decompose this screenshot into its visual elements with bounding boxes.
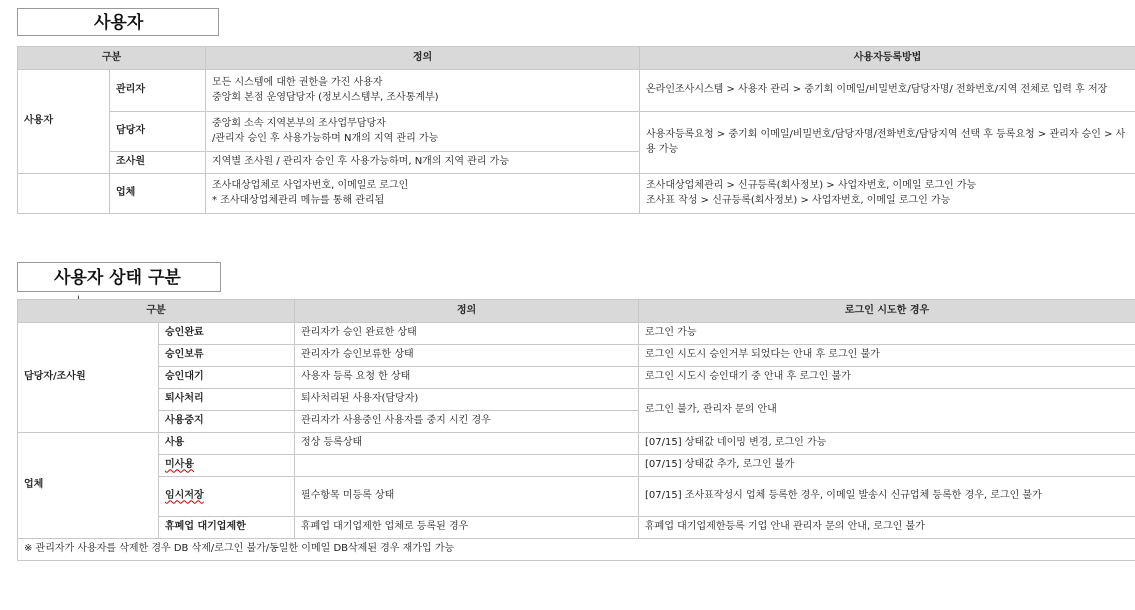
login-behavior: [07/15] 상태값 네이밍 변경, 로그인 가능 (639, 433, 1135, 455)
header-definition: 정의 (295, 300, 639, 323)
header-login-attempt: 로그인 시도한 경우 (639, 300, 1135, 323)
definition-line: /관리자 승인 후 사용가능하며 N개의 지역 관리 가능 (212, 132, 439, 144)
status-definition: 퇴사처리된 사용자(담당자) (295, 389, 639, 411)
login-behavior: [07/15] 상태값 추가, 로그인 불가 (639, 455, 1135, 477)
status-definition: 사용자 등록 요청 한 상태 (295, 367, 639, 389)
table-row (18, 455, 1135, 477)
shared-method: 사용자등록요청 > 중기회 이메일/비밀번호/담당자명/전화번호/담당지역 선택 후 등록요청 > 관리자 승인 > 사용 가능 (640, 112, 1135, 174)
table-row (18, 389, 1135, 411)
status-definition: 정상 등록상태 (295, 433, 639, 455)
group-label-users: 사용자 (18, 70, 110, 174)
login-behavior: 휴폐업 대기업제한등록 기업 안내 관리자 문의 안내, 로그인 불가 (639, 517, 1135, 539)
section-title-users: 사용자 (17, 8, 219, 36)
status-definition: 휴폐업 대기업제한 업체로 등록된 경우 (295, 517, 639, 539)
login-behavior: 로그인 시도시 승인거부 되었다는 안내 후 로그인 불가 (639, 345, 1135, 367)
login-behavior: 로그인 시도시 승인대기 중 안내 후 로그인 불가 (639, 367, 1135, 389)
definition-line: 모든 시스템에 대한 권한을 가진 사용자 (212, 77, 383, 88)
row-type: 관리자 (110, 70, 206, 112)
status-definition: 관리자가 사용중인 사용자를 중지 시킨 경우 (295, 411, 639, 433)
table-header-row (18, 47, 1135, 70)
table-row (18, 174, 1135, 214)
login-behavior: 로그인 가능 (639, 323, 1135, 345)
header-category: 구분 (18, 300, 295, 323)
login-behavior: [07/15] 조사표작성시 업체 등록한 경우, 이메일 발송시 신규업체 등록한 경우, 로그인 불가 (639, 477, 1135, 517)
definition-line: * 조사대상업체관리 메뉴를 통해 관리됨 (212, 194, 385, 206)
status-name-text: 임시저장 (165, 490, 204, 502)
row-definition (206, 112, 640, 152)
status-definition: 관리자가 승인보류한 상태 (295, 345, 639, 367)
table-row (18, 433, 1135, 455)
footnote: ※ 관리자가 사용자를 삭제한 경우 DB 삭제/로그인 불가/동일한 이메일 DB삭제된 경우 재가입 가능 (18, 539, 1135, 561)
header-registration-method: 사용자등록방법 (640, 47, 1135, 70)
row-method: 온라인조사시스템 > 사용자 관리 > 중기회 이메일/비밀번호/담당자명/ 전화번호/지역 전체로 입력 후 저장 (640, 70, 1135, 112)
definition-line: 중앙회 본점 운영담당자 (정보시스템부, 조사통계부) (212, 91, 439, 103)
table-row (18, 112, 1135, 152)
status-name: 사용 (159, 433, 295, 455)
note-row (18, 539, 1135, 561)
row-method (640, 174, 1135, 214)
status-definition (295, 455, 639, 477)
empty-group-cell (18, 174, 110, 214)
definition-line: 조사대상업체로 사업자번호, 이메일로 로그인 (212, 180, 409, 191)
group-label-staff: 담당자/조사원 (18, 323, 159, 433)
status-name: 휴폐업 대기업제한 (159, 517, 295, 539)
row-definition (206, 70, 640, 112)
group-label-company: 업체 (18, 433, 159, 539)
status-name: 사용중지 (159, 411, 295, 433)
header-category: 구분 (18, 47, 206, 70)
table-row (18, 517, 1135, 539)
definition-line: 중앙회 소속 지역본부의 조사업무담당자 (212, 118, 386, 129)
row-type: 업체 (110, 174, 206, 214)
header-definition: 정의 (206, 47, 640, 70)
user-status-table (17, 299, 1135, 561)
status-name: 미사용 (159, 455, 295, 477)
status-name (159, 477, 295, 517)
status-name: 승인대기 (159, 367, 295, 389)
table-header-row (18, 300, 1135, 323)
table-row (18, 70, 1135, 112)
row-definition: 지역별 조사원 / 관리자 승인 후 사용가능하며, N개의 지역 관리 가능 (206, 152, 640, 174)
login-behavior: 로그인 불가, 관리자 문의 안내 (639, 389, 1135, 433)
status-name: 승인보류 (159, 345, 295, 367)
status-definition: 필수항목 미등록 상태 (295, 477, 639, 517)
table-row (18, 345, 1135, 367)
method-line: 조사대상업체관리 > 신규등록(회사정보) > 사업자번호, 이메일 로그인 가능 (646, 180, 977, 191)
status-name: 퇴사처리 (159, 389, 295, 411)
status-name: 승인완료 (159, 323, 295, 345)
row-definition (206, 174, 640, 214)
row-type: 담당자 (110, 112, 206, 152)
status-definition: 관리자가 승인 완료한 상태 (295, 323, 639, 345)
users-table (17, 46, 1135, 214)
section-title-user-status: 사용자 상태 구분 (17, 262, 221, 292)
table-row (18, 323, 1135, 345)
table-row (18, 367, 1135, 389)
method-line: 조사표 작성 > 신규등록(회사정보) > 사업자번호, 이메일 로그인 가능 (646, 194, 951, 206)
row-type: 조사원 (110, 152, 206, 174)
table-row (18, 477, 1135, 517)
